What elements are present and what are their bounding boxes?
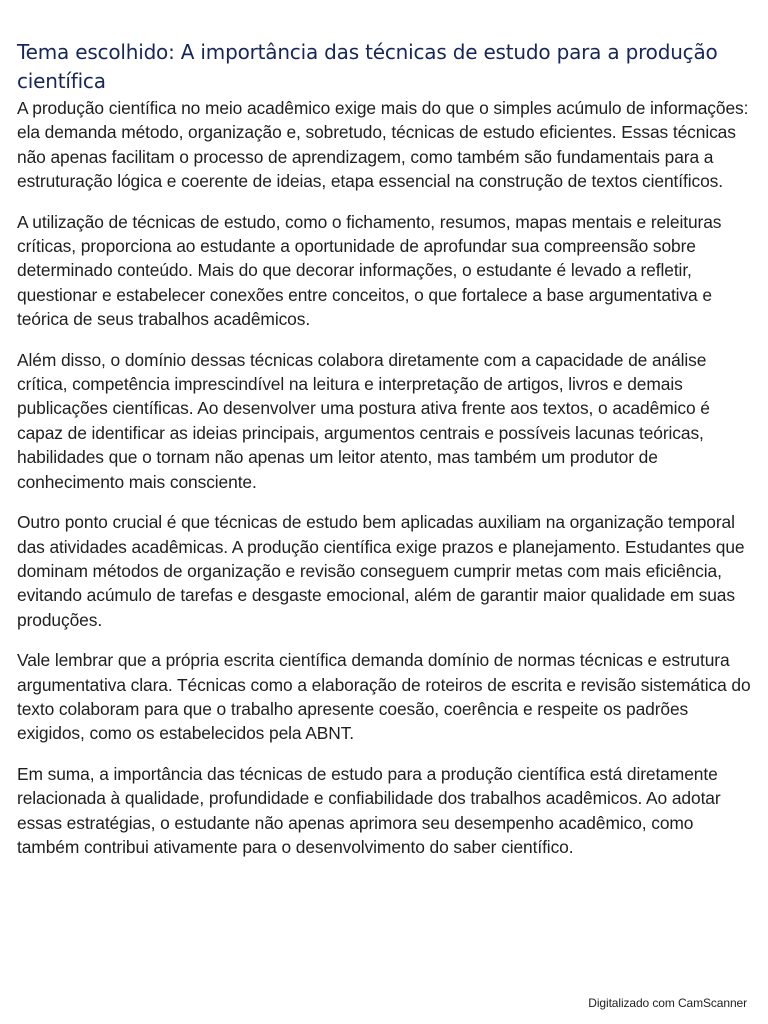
paragraph-conclusion: Em suma, a importância das técnicas de estudo para a produção científica está diretamente relacionada à qualidade, profundidade e confiabilidade dos trabalhos acadêmicos. Ao adotar essas estratégias, o estudante não apenas aprimora seu desempenho acadêmico, como também contribui ativamente para o desenvolvimento do saber científico. <box>17 763 721 857</box>
paragraph-introduction: A produção científica no meio acadêmico exige mais do que o simples acúmulo de informações: ela demanda método, organização e, sobretudo, técnicas de estudo eficientes. Essas técnicas não apenas facilitam o processo de aprendizagem, como também são fundamentais para a estruturação lógica e coerente de ideias, etapa essencial na construção de textos científicos. <box>17 98 749 192</box>
document-title: Tema escolhido: A importância das técnicas de estudo para a produção científica <box>17 40 718 93</box>
camscanner-watermark: Digitalizado com CamScanner <box>588 996 747 1010</box>
paragraph-techniques: A utilização de técnicas de estudo, como o fichamento, resumos, mapas mentais e releituras críticas, proporciona ao estudante a oportunidade de aprofundar sua compreensão sobre determinado conteúdo. Mais do que decorar informações, o estudante é levado a refletir, questionar e estabelecer conexões entre conceitos, o que fortalece a base argumentativa e teórica de seus trabalhos acadêmicos. <box>17 211 722 330</box>
paragraph-scientific-writing: Vale lembrar que a própria escrita científica demanda domínio de normas técnicas e estrutura argumentativa clara. Técnicas como a elaboração de roteiros de escrita e revisão sistemática do texto colaboram para que o trabalho apresente coesão, coerência e respeite os padrões exigidos, como os estabelecidos pela ABNT. <box>17 650 751 744</box>
paragraph-critical-analysis: Além disso, o domínio dessas técnicas colabora diretamente com a capacidade de análise crítica, competência imprescindível na leitura e interpretação de artigos, livros e demais publicações científicas. Ao desenvolver uma postura ativa frente aos textos, o acadêmico é capaz de identificar as ideias principais, argumentos centrais e possíveis lacunas teóricas, habilidades que o tornam não apenas um leitor atento, mas também um produtor de conhecimento mais consciente. <box>17 349 710 492</box>
paragraph-time-organization: Outro ponto crucial é que técnicas de estudo bem aplicadas auxiliam na organização temporal das atividades acadêmicas. A produção científica exige prazos e planejamento. Estudantes que dominam métodos de organização e revisão conseguem cumprir metas com mais eficiência, evitando acúmulo de tarefas e desgaste emocional, além de garantir maior qualidade em suas produções. <box>17 512 745 630</box>
document-body <box>17 38 755 875</box>
